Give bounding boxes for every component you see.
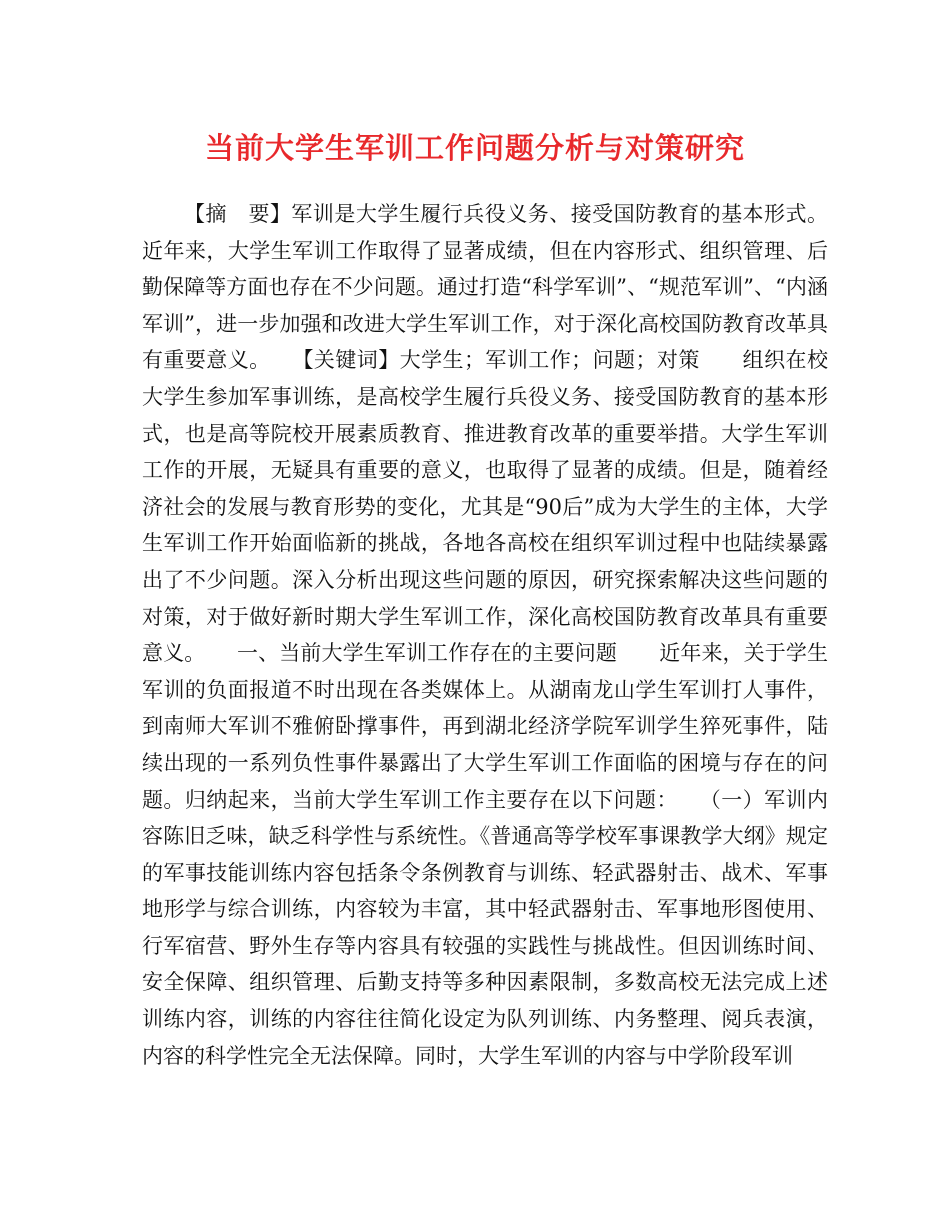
document-title: 当前大学生军训工作问题分析与对策研究 <box>204 131 745 165</box>
document-body-paragraph: 【摘 要】军训是大学生履行兵役义务、接受国防教育的基本形式。近年来，大学生军训工作取得了显著成绩，但在内容形式、组织管理、后勤保障等方面也存在不少问题。通过打造“科学军训”、“规范军训”、“内涵军训”，进一步加强和改进大学生军训工作，对于深化高校国防教育改革具有重要意义。 【关键词】大学生；军训工作；问题；对策 组织在校大学生参加军事训练，是高校学生履行兵役义务、接受国防教育的基本形式，也是高等院校开展素质教育、推进教育改革的重要举措。大学生军训工作的开展，无疑具有重要的意义，也取得了显著的成绩。但是，随着经济社会的发展与教育形势的变化，尤其是“90后”成为大学生的主体，大学生军训工作开始面临新的挑战，各地各高校在组织军训过程中也陆续暴露出了不少问题。深入分析出现这些问题的原因，研究探索解决这些问题的对策，对于做好新时期大学生军训工作，深化高校国防教育改革具有重要意义。 一、当前大学生军训工作存在的主要问题 近年来，关于学生军训的负面报道不时出现在各类媒体上。从湖南龙山学生军训打人事件，到南师大军训不雅俯卧撑事件，再到湖北经济学院军训学生猝死事件，陆续出现的一系列负性事件暴露出了大学生军训工作面临的困境与存在的问题。归纳起来，当前大学生军训工作主要存在以下问题： （一）军训内容陈旧乏味，缺乏科学性与系统性。《普通高等学校军事课教学大纲》规定的军事技能训练内容包括条令条例教育与训练、轻武器射击、战术、军事地形学与综合训练，内容较为丰富，其中轻武器射击、军事地形图使用、行军宿营、野外生存等内容具有较强的实践性与挑战性。但因训练时间、安全保障、组织管理、后勤支持等多种因素限制，多数高校无法完成上述训练内容，训练的内容往往简化设定为队列训练、内务整理、阅兵表演，内容的科学性完全无法保障。同时，大学生军训的内容与中学阶段军训 <box>142 202 828 1068</box>
